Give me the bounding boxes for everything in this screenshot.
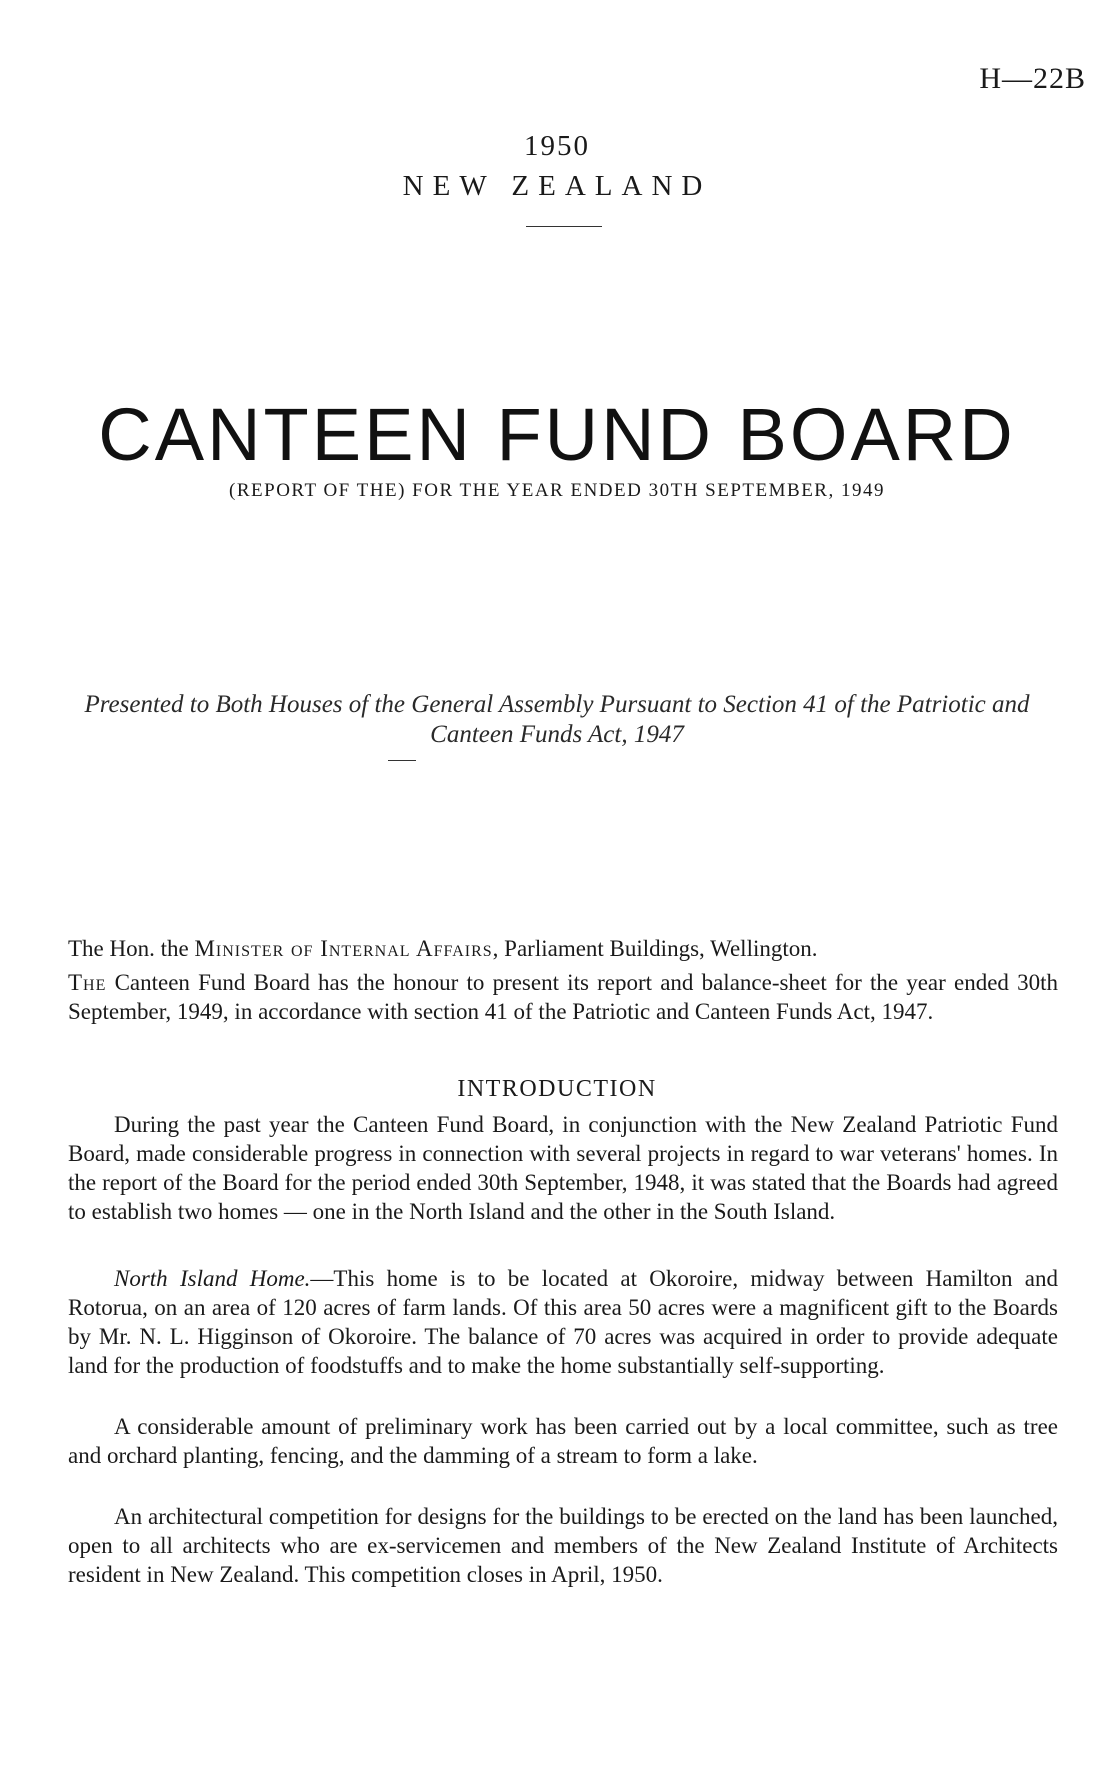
opening-paragraph: [68, 968, 1058, 1026]
section-heading: INTRODUCTION: [457, 1076, 657, 1102]
north-island-home-label: North Island Home.: [114, 1266, 311, 1291]
document-country: NEW ZEALAND: [402, 170, 712, 202]
intro-paragraph-2-text: —This home is to be located at Okoroire, midway between Hamilton and Rotorua, on an area of 120 acres of farm lands. Of this area 50 acres were a magnificent gift to the Boards by Mr. N. L. Higginson of Okoroire. The balance of 70 acres was acquired in order to provide adequate land for the production of foodstuffs and to make the home substantially self-supporting.: [68, 1266, 1058, 1378]
header-divider: [526, 226, 602, 227]
page-title: CANTEEN FUND BOARD: [98, 393, 1016, 476]
page-subtitle: (REPORT OF THE) FOR THE YEAR ENDED 30TH SEPTEMBER, 1949: [229, 480, 885, 501]
address-prefix: The Hon. the: [68, 936, 195, 961]
opening-lead: The: [68, 970, 107, 995]
presentation-note: Presented to Both Houses of the General Assembly Pursuant to Section 41 of the Patriotic and Canteen Funds Act, 1947: [84, 691, 1030, 748]
address-line: [68, 934, 1058, 963]
presentation-divider: [388, 760, 416, 761]
intro-paragraph-4: An architectural competition for designs for the buildings to be erected on the land has been launched, open to all architects who are ex-servicemen and members of the New Zealand Institute of Architects resident in New Zealand. This competition closes in April, 1950.: [68, 1504, 1058, 1587]
opening-text: Canteen Fund Board has the honour to present its report and balance-sheet for the year ended 30th September, 1949, in accordance with section 41 of the Patriotic and Canteen Funds Act, 1947.: [68, 970, 1058, 1024]
address-suffix: , Parliament Buildings, Wellington.: [492, 936, 818, 961]
intro-paragraph-2: [68, 1264, 1058, 1380]
intro-paragraph-1: During the past year the Canteen Fund Board, in conjunction with the New Zealand Patriotic Fund Board, made considerable progress in connection with several projects in regard to war veterans' homes. In the report of the Board for the period ended 30th September, 1948, it was stated that the Boards had agreed to establish two homes — one in the North Island and the other in the South Island.: [68, 1112, 1058, 1224]
document-year: 1950: [524, 130, 590, 162]
page-reference: H—22B: [979, 62, 1086, 95]
intro-paragraph-3: A considerable amount of preliminary work has been carried out by a local committee, such as tree and orchard planting, fencing, and the damming of a stream to form a lake.: [68, 1414, 1058, 1468]
address-office: Minister of Internal Affairs: [194, 936, 493, 961]
